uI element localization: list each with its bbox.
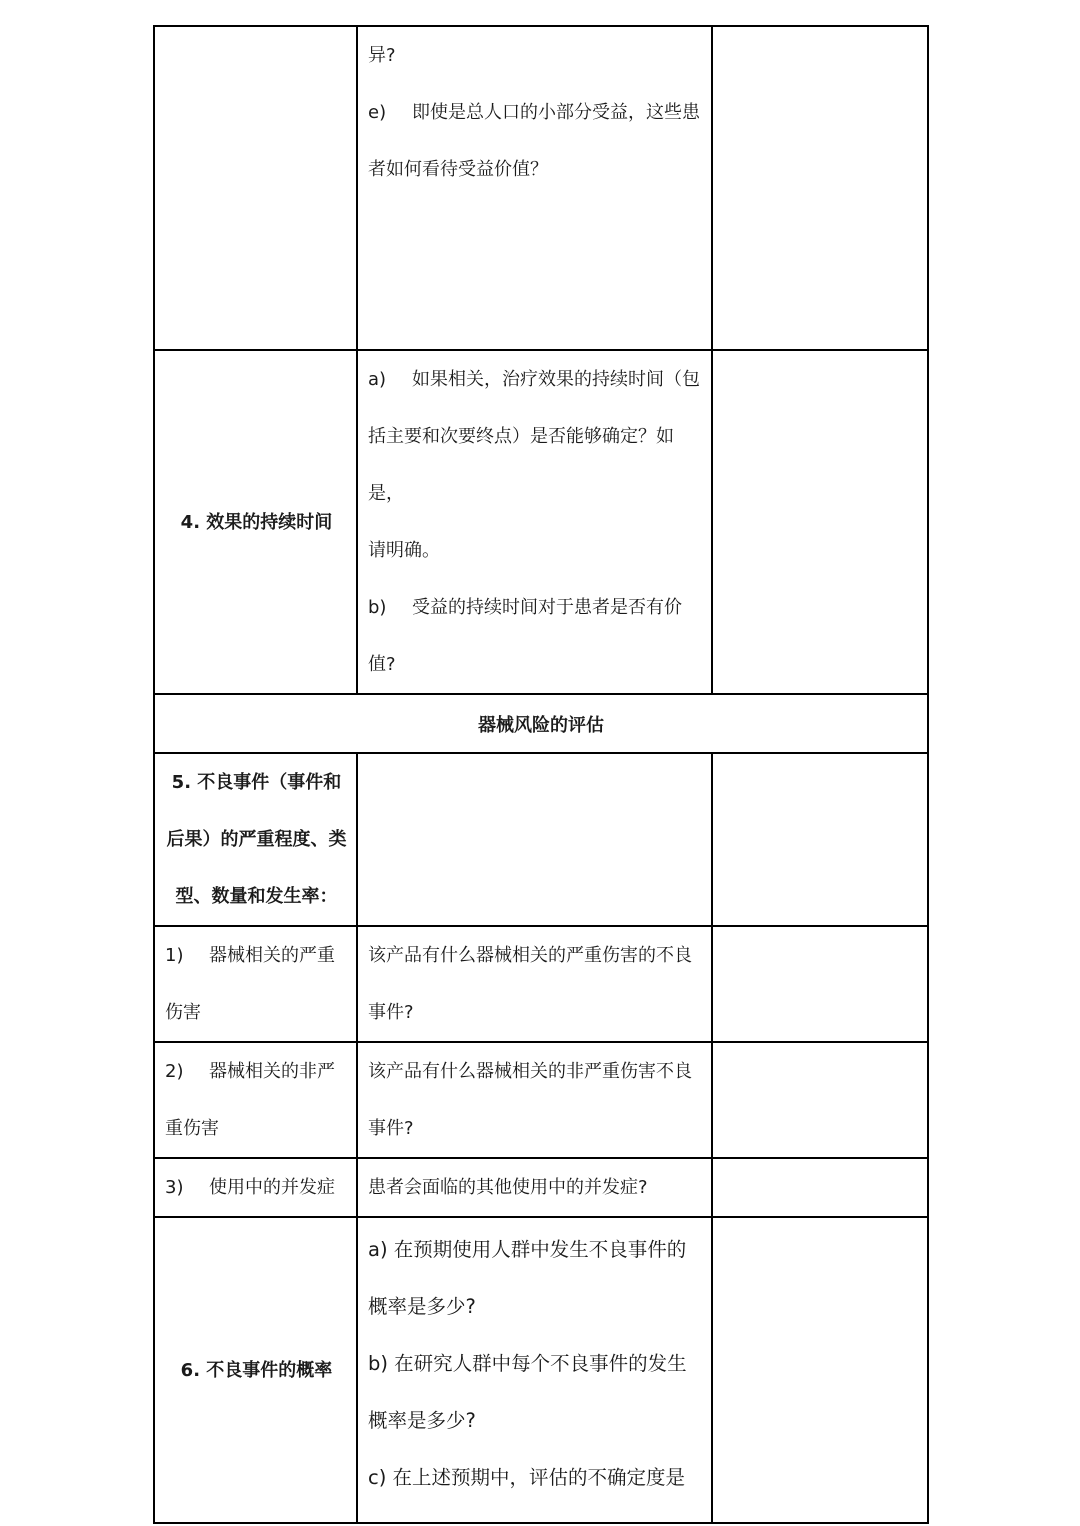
question-line: 概率是多少? [368, 1295, 476, 1318]
answer-cell-empty [712, 926, 928, 1042]
question-line: 该产品有什么器械相关的严重伤害的不良 [368, 945, 692, 966]
criterion-label: 4. 效果的持续时间 [180, 511, 333, 533]
question-line: 括主要和次要终点）是否能够确定？如是， [368, 426, 674, 504]
question-line: e) 即使是总人口的小部分受益，这些患 [368, 102, 700, 123]
table-row [154, 26, 928, 350]
section-heading-row [154, 694, 928, 753]
criterion-line: 5. 不良事件（事件和 [171, 772, 342, 793]
question-line: 值? [368, 654, 396, 675]
section-heading: 器械风险的评估 [154, 694, 928, 753]
criterion-cell [154, 350, 357, 694]
question-cell [357, 1217, 712, 1523]
table-row [154, 753, 928, 926]
sub-criterion-line: 3) 使用中的并发症 [165, 1177, 335, 1198]
criterion-line: 后果）的严重程度、类 [166, 829, 347, 850]
table-row [154, 350, 928, 694]
question-cell [357, 926, 712, 1042]
criterion-label: 6. 不良事件的概率 [180, 1359, 333, 1381]
question-line: 异? [368, 45, 396, 66]
question-cell-empty [357, 753, 712, 926]
question-line: b) 受益的持续时间对于患者是否有价 [368, 597, 682, 618]
question-line: b) 在研究人群中每个不良事件的发生 [368, 1352, 687, 1375]
table-row [154, 926, 928, 1042]
question-line: 请明确。 [368, 540, 440, 561]
sub-criterion-cell [154, 1158, 357, 1217]
table-row [154, 1042, 928, 1158]
criterion-line: 型、数量和发生率： [175, 886, 338, 907]
question-line: c) 在上述预期中，评估的不确定度是 [368, 1466, 686, 1489]
answer-cell-empty [712, 1158, 928, 1217]
sub-criterion-line: 2) 器械相关的非严 [165, 1061, 335, 1082]
sub-criterion-line: 1) 器械相关的严重 [165, 945, 335, 966]
question-line: 事件? [368, 1002, 414, 1023]
table-row [154, 1158, 928, 1217]
criterion-cell [154, 753, 357, 926]
criterion-cell [154, 1217, 357, 1523]
question-cell [357, 1158, 712, 1217]
question-line: 概率是多少? [368, 1409, 476, 1432]
answer-cell-empty [712, 753, 928, 926]
question-line: 患者会面临的其他使用中的并发症? [368, 1177, 648, 1198]
sub-criterion-line: 重伤害 [165, 1118, 219, 1139]
answer-cell-empty [712, 1042, 928, 1158]
question-line: a) 如果相关，治疗效果的持续时间（包 [368, 369, 700, 390]
question-line: 事件? [368, 1118, 414, 1139]
question-line: 该产品有什么器械相关的非严重伤害不良 [368, 1061, 692, 1082]
answer-cell-empty [712, 26, 928, 350]
table-row [154, 1217, 928, 1523]
question-line: a) 在预期使用人群中发生不良事件的 [368, 1238, 687, 1261]
left-cell-empty [154, 26, 357, 350]
answer-cell-empty [712, 1217, 928, 1523]
benefit-risk-assessment-table [153, 25, 929, 1524]
question-cell [357, 350, 712, 694]
sub-criterion-line: 伤害 [165, 1002, 201, 1023]
answer-cell-empty [712, 350, 928, 694]
question-cell [357, 26, 712, 350]
sub-criterion-cell [154, 926, 357, 1042]
question-line: 者如何看待受益价值？ [368, 159, 548, 180]
question-cell [357, 1042, 712, 1158]
sub-criterion-cell [154, 1042, 357, 1158]
